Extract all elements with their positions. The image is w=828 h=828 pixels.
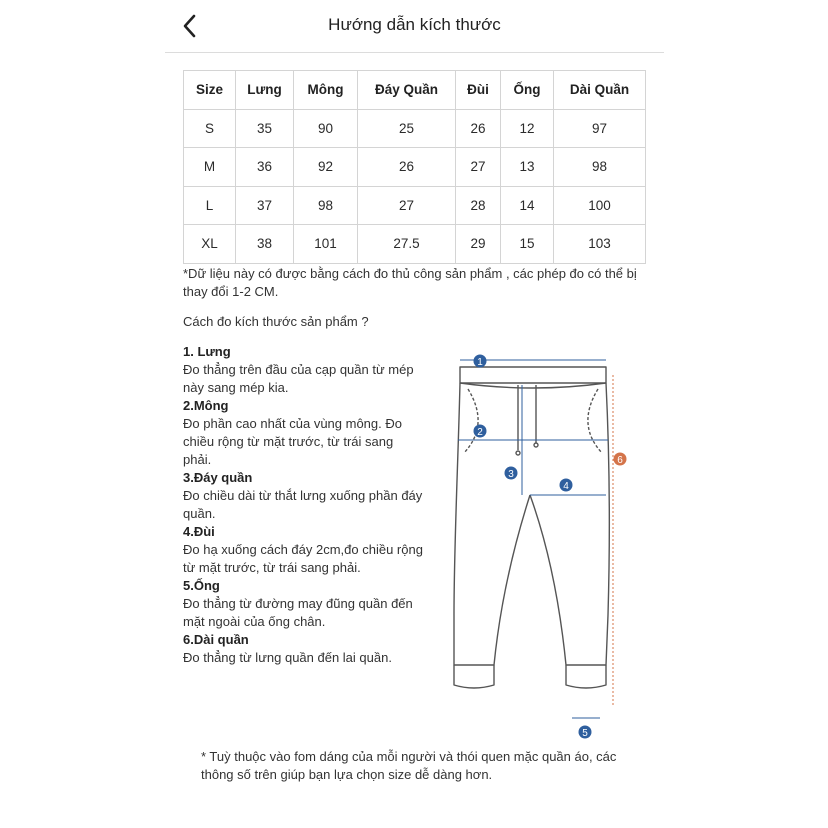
svg-text:5: 5: [582, 728, 588, 739]
table-cell: 36: [236, 148, 294, 187]
step-description: Đo thẳng từ lưng quần đến lai quần.: [183, 650, 392, 665]
table-cell: 92: [294, 148, 358, 187]
table-cell: 38: [236, 225, 294, 264]
column-header: Đáy Quần: [358, 71, 456, 110]
table-cell: L: [184, 186, 236, 225]
table-row: [184, 109, 646, 148]
table-cell: 14: [501, 186, 554, 225]
svg-text:4: 4: [563, 481, 569, 492]
column-header: Lưng: [236, 71, 294, 110]
column-header: Size: [184, 71, 236, 110]
table-cell: XL: [184, 225, 236, 264]
step-description: Đo thẳng từ đường may đũng quần đến mặt ngoài của ống chân.: [183, 596, 413, 629]
table-cell: 13: [501, 148, 554, 187]
column-header: Mông: [294, 71, 358, 110]
table-row: [184, 225, 646, 264]
howto-title: Cách đo kích thước sản phẩm ?: [183, 314, 369, 329]
table-cell: M: [184, 148, 236, 187]
step-description: Đo hạ xuống cách đáy 2cm,đo chiều rộng từ mặt trước, từ trái sang phải.: [183, 542, 423, 575]
table-cell: S: [184, 109, 236, 148]
table-cell: 25: [358, 109, 456, 148]
table-cell: 37: [236, 186, 294, 225]
table-row: [184, 148, 646, 187]
pants-measurement-diagram: [438, 345, 648, 745]
svg-text:3: 3: [508, 469, 514, 480]
step-description: Đo thẳng trên đầu của cạp quần từ mép này sang mép kia.: [183, 362, 414, 395]
marker-1: [474, 355, 487, 369]
step-description: Đo chiều dài từ thắt lưng xuống phần đáy quần.: [183, 488, 423, 521]
marker-4: [560, 479, 573, 493]
table-cell: 27: [456, 148, 501, 187]
table-cell: 100: [554, 186, 646, 225]
table-cell: 98: [294, 186, 358, 225]
table-cell: 27.5: [358, 225, 456, 264]
table-cell: 97: [554, 109, 646, 148]
table-cell: 29: [456, 225, 501, 264]
column-header: Đùi: [456, 71, 501, 110]
marker-2: [474, 425, 487, 439]
marker-6: [614, 453, 627, 467]
table-cell: 98: [554, 148, 646, 187]
measurement-steps: [183, 343, 423, 667]
footer-note: * Tuỳ thuộc vào fom dáng của mỗi người và thói quen mặc quần áo, các thông số trên giúp bạn lựa chọn size dễ dàng hơn.: [201, 749, 617, 782]
table-header-row: [184, 71, 646, 110]
marker-3: [505, 467, 518, 481]
header-bar: [165, 0, 664, 53]
measurement-note: *Dữ liệu này có được bằng cách đo thủ công sản phẩm , các phép đo có thể bị thay đổi 1-2 CM.: [183, 266, 637, 299]
step-title: 4.Đùi: [183, 524, 215, 539]
table-cell: 103: [554, 225, 646, 264]
svg-text:2: 2: [477, 427, 483, 438]
table-cell: 12: [501, 109, 554, 148]
table-cell: 15: [501, 225, 554, 264]
table-cell: 27: [358, 186, 456, 225]
marker-5: [579, 726, 592, 740]
page-title: Hướng dẫn kích thước: [328, 15, 501, 34]
step-title: 1. Lưng: [183, 344, 231, 359]
table-cell: 28: [456, 186, 501, 225]
step-title: 3.Đáy quần: [183, 470, 253, 485]
pants-outline: [454, 367, 609, 688]
size-table: [183, 70, 646, 264]
step-title: 2.Mông: [183, 398, 229, 413]
table-cell: 101: [294, 225, 358, 264]
table-cell: 26: [358, 148, 456, 187]
table-row: [184, 186, 646, 225]
table-cell: 26: [456, 109, 501, 148]
table-cell: 90: [294, 109, 358, 148]
svg-text:6: 6: [617, 455, 623, 466]
column-header: Ống: [501, 71, 554, 110]
table-cell: 35: [236, 109, 294, 148]
step-title: 6.Dài quần: [183, 632, 249, 647]
column-header: Dài Quần: [554, 71, 646, 110]
step-description: Đo phần cao nhất của vùng mông. Đo chiều rộng từ mặt trước, từ trái sang phải.: [183, 416, 402, 467]
svg-text:1: 1: [477, 357, 483, 368]
step-title: 5.Ống: [183, 578, 220, 593]
